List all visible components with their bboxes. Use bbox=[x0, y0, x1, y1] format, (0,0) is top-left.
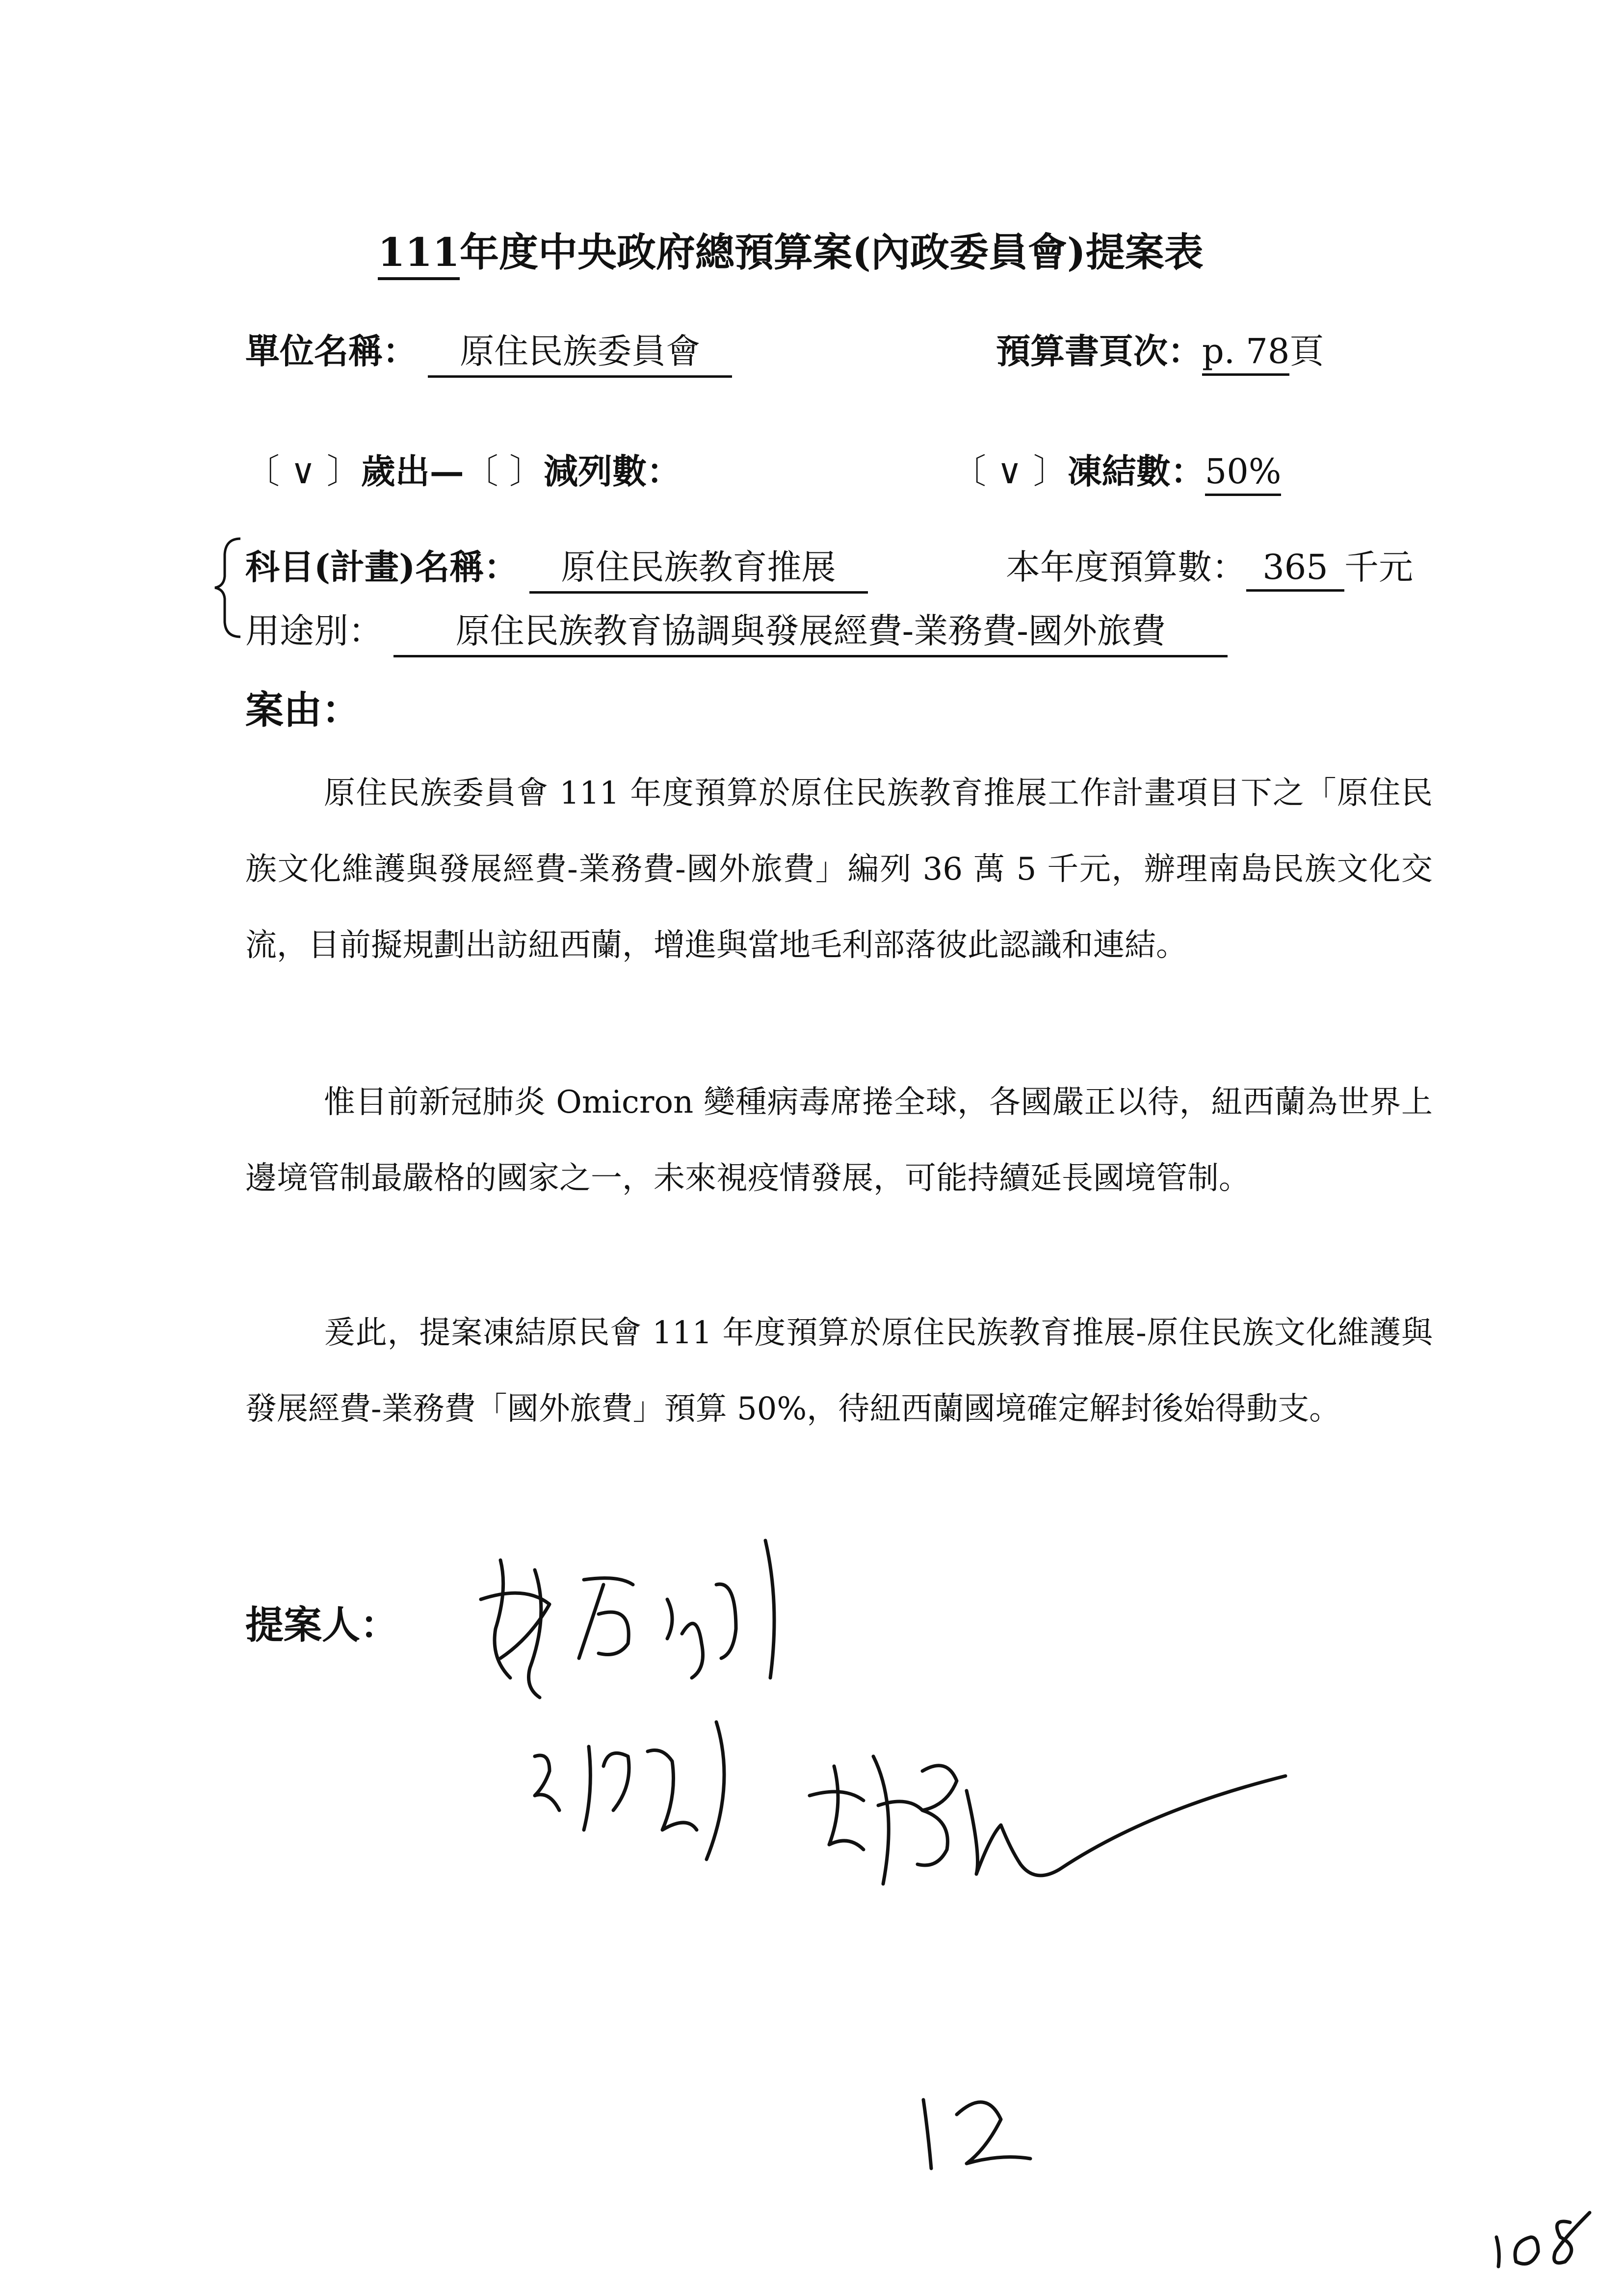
document-title bbox=[378, 221, 1204, 280]
usage-value: 原住民族教育協調與發展經費-業務費-國外旅費 bbox=[393, 603, 1228, 657]
corner-number-handwritten bbox=[1492, 2208, 1609, 2271]
proposer-label: 提案人： bbox=[245, 1603, 399, 1647]
reduce-label: 減列數： bbox=[544, 451, 681, 492]
proposer-signature-1 bbox=[471, 1531, 814, 1707]
budget-unit: 千元 bbox=[1344, 547, 1413, 587]
page-ref-row bbox=[996, 324, 1324, 376]
title-text: 年度中央政府總預算案(內政委員會)提案表 bbox=[460, 229, 1204, 275]
subject-row bbox=[245, 540, 868, 594]
budget-value: 365 bbox=[1246, 547, 1344, 592]
freeze-value: 50% bbox=[1205, 451, 1282, 496]
title-year: 111 bbox=[378, 229, 460, 280]
unit-label: 單位名稱： bbox=[245, 331, 417, 371]
freeze-checkbox: 〔 ∨ 〕 bbox=[952, 451, 1068, 492]
budget-label: 本年度預算數： bbox=[1006, 547, 1246, 587]
reason-paragraph-1: 原住民族委員會 111 年度預算於原住民族教育推展工作計畫項目下之「原住民族文化維護與發展經費-業務費-國外旅費」編列 36 萬 5 千元，辦理南島民族文化交流，目前擬規劃出訪紐西蘭，增進與當地毛利部落彼此認識和連結。 bbox=[245, 775, 1433, 964]
page-ref-suffix: 頁 bbox=[1289, 331, 1324, 371]
page-number-handwritten bbox=[917, 2080, 1045, 2173]
usage-label: 用途別： bbox=[245, 611, 383, 651]
reason-paragraph-3: 爰此，提案凍結原民會 111 年度預算於原住民族教育推展-原住民族文化維護與發展經費-業務費「國外旅費」預算 50%，待紐西蘭國境確定解封後始得動支。 bbox=[245, 1315, 1433, 1427]
proposer-signature-3 bbox=[805, 1737, 1295, 1894]
left-brace bbox=[211, 535, 245, 640]
budget-row bbox=[1006, 540, 1413, 592]
subject-label: 科目(計畫)名稱： bbox=[245, 547, 519, 587]
subject-value: 原住民族教育推展 bbox=[529, 540, 868, 594]
expenditure-label: 歲出— bbox=[361, 451, 464, 492]
usage-row bbox=[245, 603, 1228, 657]
reduce-checkbox-empty: 〔 〕 bbox=[464, 451, 544, 492]
unit-row bbox=[245, 324, 732, 378]
page-ref-label: 預算書頁次： bbox=[996, 331, 1202, 371]
freeze-label: 凍結數： bbox=[1067, 451, 1205, 492]
unit-value: 原住民族委員會 bbox=[428, 324, 732, 378]
proposer-signature-2 bbox=[530, 1717, 785, 1864]
page-ref-value: p. 78 bbox=[1202, 331, 1289, 376]
expenditure-row bbox=[245, 444, 681, 494]
freeze-row bbox=[952, 444, 1281, 496]
reason-heading: 案由： bbox=[245, 688, 361, 732]
reason-paragraph-2: 惟目前新冠肺炎 Omicron 變種病毒席捲全球，各國嚴正以待，紐西蘭為世界上邊境管制最嚴格的國家之一，未來視疫情發展，可能持續延長國境管制。 bbox=[245, 1084, 1433, 1197]
expenditure-checkbox-checked: 〔 ∨ 〕 bbox=[245, 451, 361, 492]
